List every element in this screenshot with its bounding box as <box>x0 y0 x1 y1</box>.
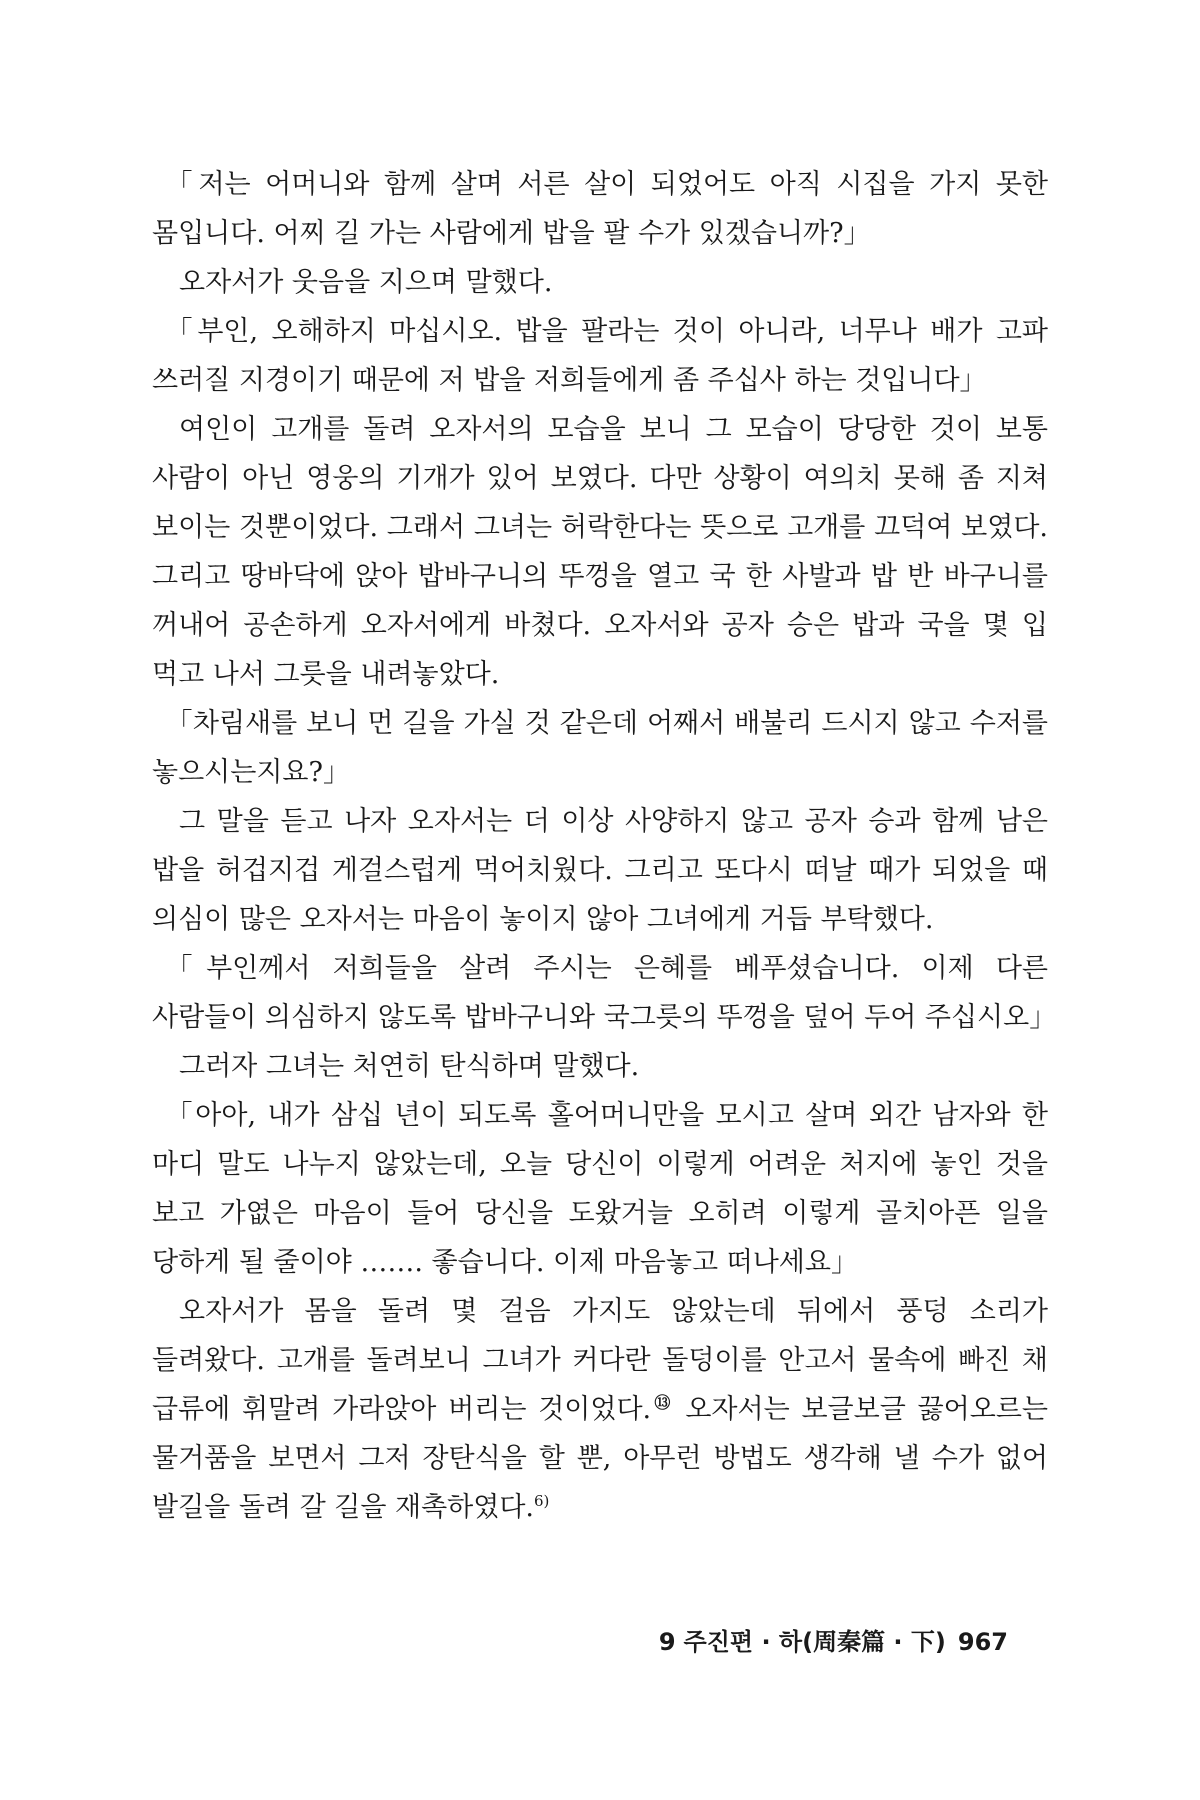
paragraph-narration: 그러자 그녀는 처연히 탄식하며 말했다. <box>179 1051 640 1082</box>
paragraph-dialogue: 「아아, 내가 삼십 년이 되도록 홀어머니만을 모시고 살며 외간 남자와 한 마디 말도 나누지 않았는데, 오늘 당신이 이렇게 어려운 처지에 놓인 것을 보고 가엾은 마음이 들어 당신을 도왔거늘 오히려 이렇게 골치아픈 일을 당하게 될 줄이야 ……. 좋습니다. 이제 마음놓고 떠나세요」 <box>152 1100 1048 1278</box>
body-text <box>152 160 1057 1532</box>
paragraph-dialogue: 「부인, 오해하지 마십시오. 밥을 팔라는 것이 아니라, 너무나 배가 고파 쓰러질 지경이기 때문에 저 밥을 저희들에게 좀 주십사 하는 것입니다」 <box>152 316 1048 396</box>
paragraph-narration: 그 말을 듣고 나자 오자서는 더 이상 사양하지 않고 공자 승과 함께 남은 밥을 허겁지겁 게걸스럽게 먹어치웠다. 그리고 또다시 떠날 때가 되었을 때 의심이 많은 오자서는 마음이 놓이지 않아 그녀에게 거듭 부탁했다. <box>152 806 1048 935</box>
paragraph-text: 오자서는 보글보글 끓어오르는 물거품을 보면서 그저 장탄식을 할 뿐, 아무런 방법도 생각해 낼 수가 없어 발길을 돌려 갈 길을 재촉하였다. <box>152 1394 1048 1523</box>
paragraph-text: 오자서가 몸을 돌려 몇 걸음 가지도 않았는데 뒤에서 풍덩 소리가 들려왔다. 고개를 돌려보니 그녀가 커다란 돌덩이를 안고서 물속에 빠진 채 급류에 휘말려 가라앉아 버리는 것이었다. <box>152 1296 1048 1425</box>
page-number: 967 <box>957 1628 1008 1656</box>
paragraph-narration: 오자서가 웃음을 지으며 말했다. <box>179 267 553 298</box>
running-footer <box>659 1622 1008 1657</box>
paragraph-dialogue: 「저는 어머니와 함께 살며 서른 살이 되었어도 아직 시집을 가지 못한 몸입니다. 어찌 길 가는 사람에게 밥을 팔 수가 있겠습니까?」 <box>152 169 1048 249</box>
paragraph-dialogue: 「차림새를 보니 먼 길을 가실 것 같은데 어째서 배불리 드시지 않고 수저를 놓으시는지요?」 <box>152 708 1048 788</box>
footnote-marker: ⑬ <box>651 1393 674 1412</box>
chapter-title: 주진편 · 하(周秦篇 · 下) <box>683 1628 946 1656</box>
footnote-marker: 6) <box>533 1492 550 1510</box>
paragraph-narration: 여인이 고개를 돌려 오자서의 모습을 보니 그 모습이 당당한 것이 보통 사람이 아닌 영웅의 기개가 있어 보였다. 다만 상황이 여의치 못해 좀 지쳐 보이는 것뿐이었다. 그래서 그녀는 허락한다는 뜻으로 고개를 끄덕여 보였다. 그리고 땅바닥에 앉아 밥바구니의 뚜껑을 열고 국 한 사발과 밥 반 바구니를 꺼내어 공손하게 오자서에게 바쳤다. 오자서와 공자 승은 밥과 국을 몇 입 먹고 나서 그릇을 내려놓았다. <box>152 414 1048 690</box>
chapter-number: 9 <box>658 1628 676 1656</box>
paragraph-narration <box>152 1287 1048 1532</box>
paragraph-dialogue: 「부인께서 저희들을 살려 주시는 은혜를 베푸셨습니다. 이제 다른 사람들이 의심하지 않도록 밥바구니와 국그릇의 뚜껑을 덮어 두어 주십시오」 <box>152 953 1057 1033</box>
